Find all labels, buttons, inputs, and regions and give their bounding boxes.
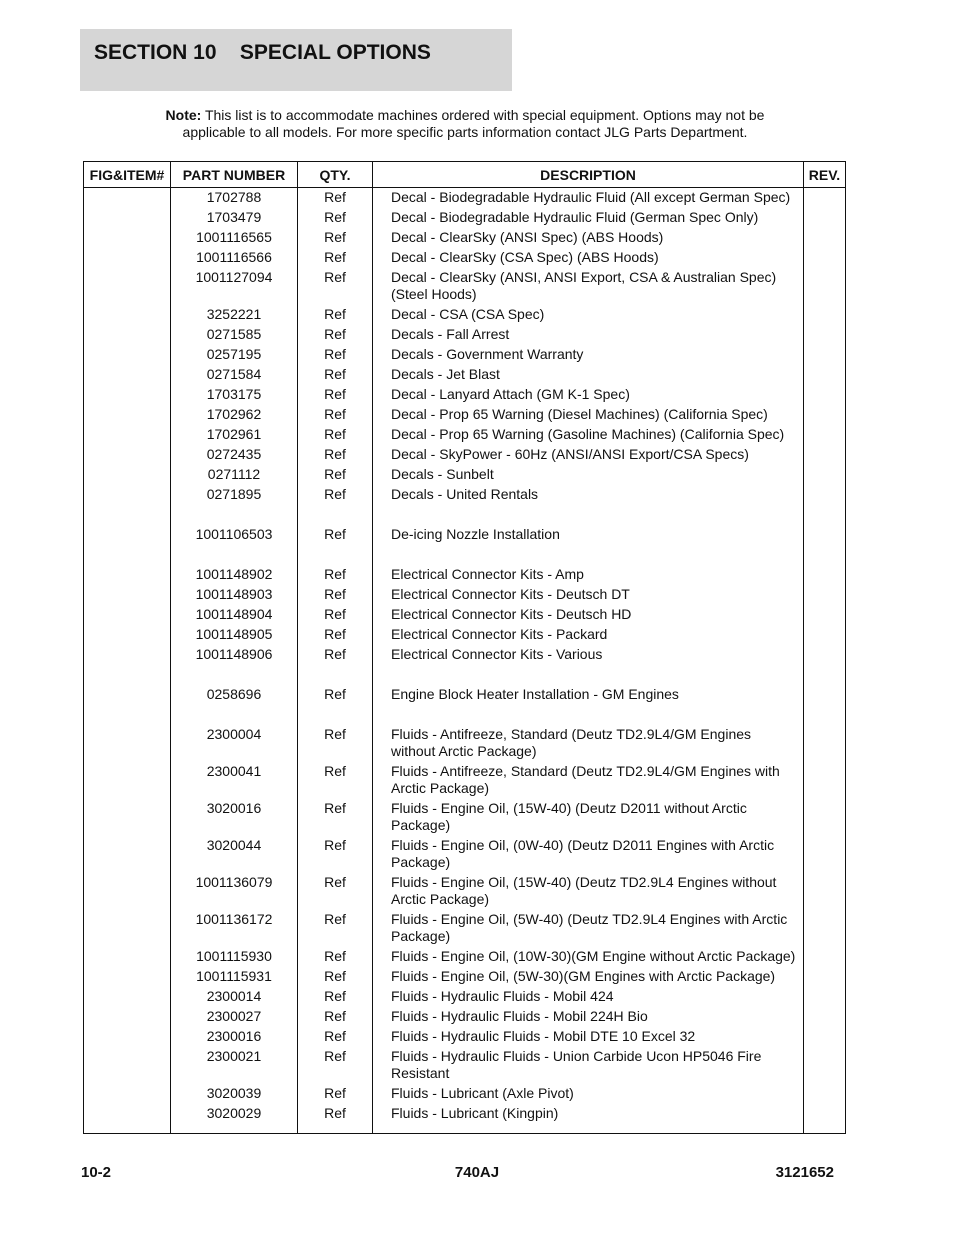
rev-cell (804, 564, 846, 584)
section-title: SPECIAL OPTIONS (239, 41, 431, 64)
qty-cell: Ref (298, 207, 373, 227)
part-number-cell: 3020016 (171, 798, 298, 835)
rev-cell (804, 384, 846, 404)
spacer-cell (84, 704, 171, 724)
spacer-cell (84, 664, 171, 684)
qty-cell: Ref (298, 484, 373, 504)
qty-cell: Ref (298, 324, 373, 344)
fig-item-cell (84, 364, 171, 384)
part-number-cell: 3020039 (171, 1083, 298, 1103)
fig-item-cell (84, 966, 171, 986)
table-row (84, 624, 846, 644)
rev-cell (804, 1103, 846, 1123)
description-cell: Fluids - Engine Oil, (5W-40) (Deutz TD2.9L4 Engines with Arctic Package) (373, 909, 804, 946)
fig-item-cell (84, 207, 171, 227)
part-number-cell: 0271585 (171, 324, 298, 344)
footer-doc-number: 3121652 (775, 1164, 834, 1181)
description-cell: Fluids - Hydraulic Fluids - Mobil DTE 10 Excel 32 (373, 1026, 804, 1046)
fig-item-cell (84, 1026, 171, 1046)
fig-item-cell (84, 1006, 171, 1026)
qty-cell: Ref (298, 1026, 373, 1046)
part-number-cell: 1703175 (171, 384, 298, 404)
rev-cell (804, 1006, 846, 1026)
description-cell: Fluids - Engine Oil, (5W-30)(GM Engines with Arctic Package) (373, 966, 804, 986)
rev-cell (804, 872, 846, 909)
part-number-cell: 2300014 (171, 986, 298, 1006)
table-bottom-spacer (84, 1123, 846, 1134)
rev-cell (804, 798, 846, 835)
description-cell: Decal - Biodegradable Hydraulic Fluid (German Spec Only) (373, 207, 804, 227)
fig-item-cell (84, 1103, 171, 1123)
fig-item-cell (84, 604, 171, 624)
part-number-cell: 1001148904 (171, 604, 298, 624)
spacer-cell (373, 1123, 804, 1134)
qty-cell: Ref (298, 684, 373, 704)
section-header (80, 29, 512, 91)
fig-item-cell (84, 484, 171, 504)
description-cell: Fluids - Hydraulic Fluids - Mobil 424 (373, 986, 804, 1006)
part-number-cell: 1702962 (171, 404, 298, 424)
fig-item-cell (84, 227, 171, 247)
header-part-number: PART NUMBER (171, 162, 298, 188)
table-row (84, 1026, 846, 1046)
table-row (84, 227, 846, 247)
group-spacer (84, 504, 846, 524)
spacer-cell (171, 1123, 298, 1134)
description-cell: Decal - Prop 65 Warning (Gasoline Machines) (California Spec) (373, 424, 804, 444)
description-cell: Decal - Lanyard Attach (GM K-1 Spec) (373, 384, 804, 404)
rev-cell (804, 1083, 846, 1103)
fig-item-cell (84, 1046, 171, 1083)
part-number-cell: 0257195 (171, 344, 298, 364)
spacer-cell (298, 664, 373, 684)
part-number-cell: 1703479 (171, 207, 298, 227)
rev-cell (804, 946, 846, 966)
table-row (84, 464, 846, 484)
qty-cell: Ref (298, 384, 373, 404)
table-row (84, 684, 846, 704)
table-row (84, 324, 846, 344)
description-cell: Fluids - Lubricant (Axle Pivot) (373, 1083, 804, 1103)
table-row (84, 188, 846, 208)
spacer-cell (804, 664, 846, 684)
fig-item-cell (84, 761, 171, 798)
fig-item-cell (84, 384, 171, 404)
rev-cell (804, 444, 846, 464)
fig-item-cell (84, 344, 171, 364)
rev-cell (804, 644, 846, 664)
spacer-cell (804, 704, 846, 724)
qty-cell: Ref (298, 1083, 373, 1103)
note-label: Note: (165, 107, 202, 123)
table-row (84, 604, 846, 624)
rev-cell (804, 584, 846, 604)
fig-item-cell (84, 424, 171, 444)
description-cell: Electrical Connector Kits - Packard (373, 624, 804, 644)
part-number-cell: 2300027 (171, 1006, 298, 1026)
fig-item-cell (84, 624, 171, 644)
qty-cell: Ref (298, 909, 373, 946)
rev-cell (804, 304, 846, 324)
table-row (84, 761, 846, 798)
part-number-cell: 3252221 (171, 304, 298, 324)
description-cell: Fluids - Engine Oil, (15W-40) (Deutz D2011 without Arctic Package) (373, 798, 804, 835)
qty-cell: Ref (298, 946, 373, 966)
description-cell: Decal - CSA (CSA Spec) (373, 304, 804, 324)
table-row (84, 207, 846, 227)
page-title (94, 41, 431, 65)
fig-item-cell (84, 404, 171, 424)
qty-cell: Ref (298, 344, 373, 364)
table-row (84, 304, 846, 324)
rev-cell (804, 624, 846, 644)
qty-cell: Ref (298, 1006, 373, 1026)
part-number-cell: 1001115931 (171, 966, 298, 986)
part-number-cell: 3020029 (171, 1103, 298, 1123)
fig-item-cell (84, 909, 171, 946)
spacer-cell (804, 1123, 846, 1134)
rev-cell (804, 1046, 846, 1083)
description-cell: Fluids - Antifreeze, Standard (Deutz TD2.9L4/GM Engines with Arctic Package) (373, 761, 804, 798)
part-number-cell: 0271584 (171, 364, 298, 384)
part-number-cell: 0271895 (171, 484, 298, 504)
table-row (84, 584, 846, 604)
group-spacer (84, 664, 846, 684)
qty-cell: Ref (298, 761, 373, 798)
qty-cell: Ref (298, 604, 373, 624)
rev-cell (804, 188, 846, 208)
qty-cell: Ref (298, 404, 373, 424)
fig-item-cell (84, 1083, 171, 1103)
rev-cell (804, 986, 846, 1006)
qty-cell: Ref (298, 267, 373, 304)
part-number-cell: 2300021 (171, 1046, 298, 1083)
rev-cell (804, 684, 846, 704)
fig-item-cell (84, 444, 171, 464)
description-cell: Fluids - Engine Oil, (10W-30)(GM Engine without Arctic Package) (373, 946, 804, 966)
fig-item-cell (84, 684, 171, 704)
rev-cell (804, 364, 846, 384)
rev-cell (804, 247, 846, 267)
spacer-cell (298, 504, 373, 524)
spacer-cell (298, 544, 373, 564)
table-row (84, 384, 846, 404)
description-cell: Decal - ClearSky (ANSI Spec) (ABS Hoods) (373, 227, 804, 247)
description-cell: Fluids - Hydraulic Fluids - Mobil 224H Bio (373, 1006, 804, 1026)
table-row (84, 484, 846, 504)
part-number-cell: 0258696 (171, 684, 298, 704)
spacer-cell (84, 504, 171, 524)
qty-cell: Ref (298, 644, 373, 664)
table-row (84, 1046, 846, 1083)
spacer-cell (84, 1123, 171, 1134)
spacer-cell (373, 704, 804, 724)
spacer-cell (298, 704, 373, 724)
qty-cell: Ref (298, 188, 373, 208)
footer-page-number: 10-2 (81, 1164, 112, 1181)
description-cell: Electrical Connector Kits - Deutsch HD (373, 604, 804, 624)
rev-cell (804, 761, 846, 798)
part-number-cell: 1702788 (171, 188, 298, 208)
fig-item-cell (84, 304, 171, 324)
description-cell: Fluids - Engine Oil, (0W-40) (Deutz D2011 Engines with Arctic Package) (373, 835, 804, 872)
part-number-cell: 0271112 (171, 464, 298, 484)
description-cell: Decals - Jet Blast (373, 364, 804, 384)
fig-item-cell (84, 267, 171, 304)
part-number-cell: 2300041 (171, 761, 298, 798)
spacer-cell (804, 544, 846, 564)
qty-cell: Ref (298, 247, 373, 267)
qty-cell: Ref (298, 966, 373, 986)
header-fig-item: FIG&ITEM# (84, 162, 171, 188)
table-row (84, 404, 846, 424)
rev-cell (804, 464, 846, 484)
fig-item-cell (84, 872, 171, 909)
description-cell: Fluids - Engine Oil, (15W-40) (Deutz TD2.9L4 Engines without Arctic Package) (373, 872, 804, 909)
table-row (84, 872, 846, 909)
description-cell: Decals - Fall Arrest (373, 324, 804, 344)
qty-cell: Ref (298, 1046, 373, 1083)
rev-cell (804, 835, 846, 872)
fig-item-cell (84, 564, 171, 584)
part-number-cell: 1001127094 (171, 267, 298, 304)
spacer-cell (373, 504, 804, 524)
qty-cell: Ref (298, 564, 373, 584)
rev-cell (804, 909, 846, 946)
description-cell: Decals - Government Warranty (373, 344, 804, 364)
table-row (84, 344, 846, 364)
group-spacer (84, 544, 846, 564)
rev-cell (804, 267, 846, 304)
table-row (84, 524, 846, 544)
description-cell: Fluids - Hydraulic Fluids - Union Carbide Ucon HP5046 Fire Resistant (373, 1046, 804, 1083)
rev-cell (804, 524, 846, 544)
rev-cell (804, 324, 846, 344)
table-row (84, 724, 846, 761)
rev-cell (804, 484, 846, 504)
table-row (84, 644, 846, 664)
part-number-cell: 2300004 (171, 724, 298, 761)
part-number-cell: 1001115930 (171, 946, 298, 966)
table-row (84, 798, 846, 835)
part-number-cell: 1001136172 (171, 909, 298, 946)
table-row (84, 564, 846, 584)
description-cell: Decal - Prop 65 Warning (Diesel Machines) (California Spec) (373, 404, 804, 424)
parts-table (83, 161, 846, 1134)
description-cell: Decals - Sunbelt (373, 464, 804, 484)
rev-cell (804, 1026, 846, 1046)
qty-cell: Ref (298, 364, 373, 384)
table-row (84, 946, 846, 966)
part-number-cell: 2300016 (171, 1026, 298, 1046)
qty-cell: Ref (298, 624, 373, 644)
note (150, 107, 780, 141)
section-label: SECTION 10 (94, 41, 217, 64)
table-row (84, 1006, 846, 1026)
table-row (84, 424, 846, 444)
description-cell: Electrical Connector Kits - Various (373, 644, 804, 664)
note-text: This list is to accommodate machines ordered with special equipment. Options may not be applicable to all models. For more specific parts information contact JLG Parts Department. (182, 107, 765, 140)
qty-cell: Ref (298, 464, 373, 484)
footer-model: 740AJ (454, 1164, 500, 1181)
description-cell: Decal - ClearSky (ANSI, ANSI Export, CSA & Australian Spec) (Steel Hoods) (373, 267, 804, 304)
qty-cell: Ref (298, 724, 373, 761)
spacer-cell (373, 664, 804, 684)
spacer-cell (171, 504, 298, 524)
spacer-cell (171, 704, 298, 724)
fig-item-cell (84, 986, 171, 1006)
part-number-cell: 1001148903 (171, 584, 298, 604)
qty-cell: Ref (298, 424, 373, 444)
part-number-cell: 1702961 (171, 424, 298, 444)
fig-item-cell (84, 798, 171, 835)
qty-cell: Ref (298, 227, 373, 247)
rev-cell (804, 207, 846, 227)
spacer-cell (373, 544, 804, 564)
header-qty: QTY. (298, 162, 373, 188)
part-number-cell: 1001136079 (171, 872, 298, 909)
fig-item-cell (84, 644, 171, 664)
part-number-cell: 1001148902 (171, 564, 298, 584)
header-description: DESCRIPTION (373, 162, 804, 188)
description-cell: De-icing Nozzle Installation (373, 524, 804, 544)
part-number-cell: 1001116565 (171, 227, 298, 247)
rev-cell (804, 724, 846, 761)
spacer-cell (804, 504, 846, 524)
table-row (84, 444, 846, 464)
spacer-cell (171, 544, 298, 564)
qty-cell: Ref (298, 304, 373, 324)
rev-cell (804, 227, 846, 247)
qty-cell: Ref (298, 986, 373, 1006)
qty-cell: Ref (298, 798, 373, 835)
fig-item-cell (84, 835, 171, 872)
fig-item-cell (84, 324, 171, 344)
table-row (84, 247, 846, 267)
group-spacer (84, 704, 846, 724)
fig-item-cell (84, 584, 171, 604)
table-row (84, 364, 846, 384)
fig-item-cell (84, 188, 171, 208)
description-cell: Decal - Biodegradable Hydraulic Fluid (All except German Spec) (373, 188, 804, 208)
table-row (84, 909, 846, 946)
part-number-cell: 1001148905 (171, 624, 298, 644)
description-cell: Decal - SkyPower - 60Hz (ANSI/ANSI Export/CSA Specs) (373, 444, 804, 464)
description-cell: Fluids - Lubricant (Kingpin) (373, 1103, 804, 1123)
fig-item-cell (84, 946, 171, 966)
qty-cell: Ref (298, 524, 373, 544)
rev-cell (804, 966, 846, 986)
spacer-cell (298, 1123, 373, 1134)
description-cell: Engine Block Heater Installation - GM Engines (373, 684, 804, 704)
part-number-cell: 1001148906 (171, 644, 298, 664)
header-rev: REV. (804, 162, 846, 188)
description-cell: Electrical Connector Kits - Amp (373, 564, 804, 584)
part-number-cell: 1001106503 (171, 524, 298, 544)
qty-cell: Ref (298, 1103, 373, 1123)
qty-cell: Ref (298, 584, 373, 604)
table-row (84, 986, 846, 1006)
part-number-cell: 1001116566 (171, 247, 298, 267)
table-row (84, 835, 846, 872)
rev-cell (804, 404, 846, 424)
parts-table-body (84, 188, 846, 1134)
spacer-cell (171, 664, 298, 684)
fig-item-cell (84, 724, 171, 761)
qty-cell: Ref (298, 872, 373, 909)
table-row (84, 966, 846, 986)
rev-cell (804, 604, 846, 624)
table-row (84, 1103, 846, 1123)
rev-cell (804, 344, 846, 364)
qty-cell: Ref (298, 444, 373, 464)
part-number-cell: 0272435 (171, 444, 298, 464)
fig-item-cell (84, 247, 171, 267)
description-cell: Fluids - Antifreeze, Standard (Deutz TD2.9L4/GM Engines without Arctic Package) (373, 724, 804, 761)
description-cell: Decal - ClearSky (CSA Spec) (ABS Hoods) (373, 247, 804, 267)
description-cell: Decals - United Rentals (373, 484, 804, 504)
spacer-cell (84, 544, 171, 564)
part-number-cell: 3020044 (171, 835, 298, 872)
table-header-row (84, 162, 846, 188)
description-cell: Electrical Connector Kits - Deutsch DT (373, 584, 804, 604)
qty-cell: Ref (298, 835, 373, 872)
fig-item-cell (84, 524, 171, 544)
table-row (84, 267, 846, 304)
rev-cell (804, 424, 846, 444)
table-row (84, 1083, 846, 1103)
fig-item-cell (84, 464, 171, 484)
